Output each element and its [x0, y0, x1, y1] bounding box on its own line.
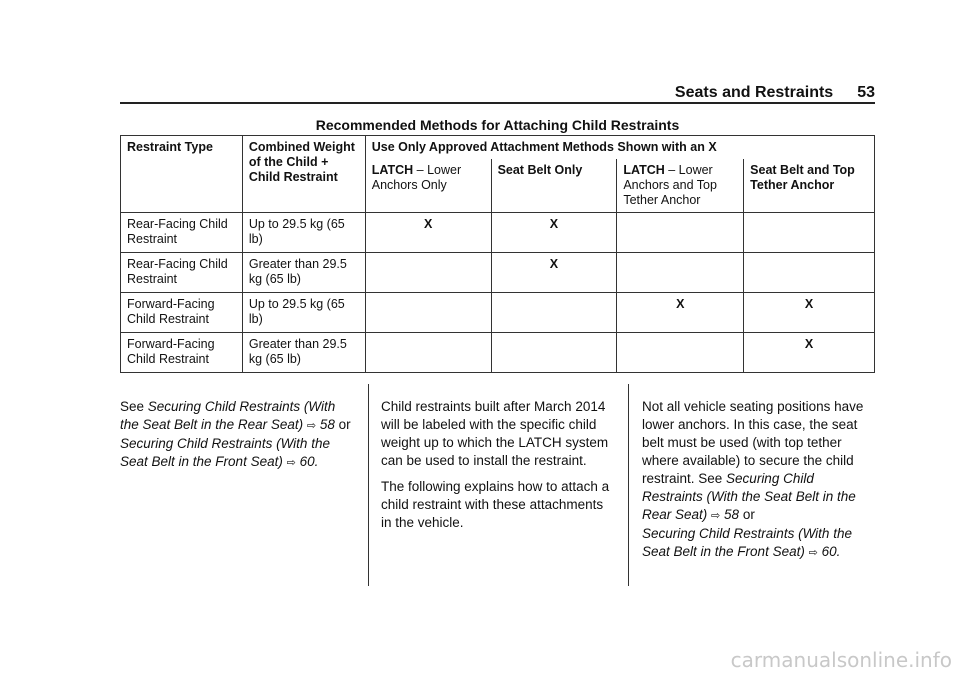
row-mark [365, 253, 491, 293]
column-divider [628, 384, 629, 586]
header-approved-methods: Use Only Approved Attachment Methods Shown with an X [365, 136, 874, 160]
column-3-text: Not all vehicle seating positions have lower anchors. In this case, the seat belt must be used (with top tether where available) to secure the child restraint. See Securing Child Restraints (With the Seat Belt in the Rear Seat) ⇨ 58 or Securing Child Restraints (With the Seat Belt in the Front Seat) ⇨ 60. [642, 399, 864, 559]
cross-reference-link[interactable]: Securing Child Restraints (With the Seat Belt in the Front Seat) [120, 436, 330, 469]
row-mark [365, 293, 491, 333]
page-ref-arrow-icon: ⇨ [711, 510, 721, 522]
page-ref[interactable]: 58 [319, 417, 335, 432]
page-header [120, 84, 875, 102]
row-mark: X [617, 293, 744, 333]
page-ref-arrow-icon: ⇨ [286, 457, 296, 469]
row-mark: X [491, 213, 617, 253]
column-1-text: See Securing Child Restraints (With the Seat Belt in the Rear Seat) ⇨ 58 or Securing Child Restraints (With the Seat Belt in the Front Seat) ⇨ 60. [120, 399, 351, 469]
row-mark: X [491, 253, 617, 293]
row-mark [617, 213, 744, 253]
row-mark: X [744, 333, 875, 373]
row-mark [744, 253, 875, 293]
header-belt-tether: Seat Belt and Top Tether Anchor [744, 159, 875, 213]
page-ref-arrow-icon: ⇨ [306, 420, 317, 432]
row-mark [491, 293, 617, 333]
page-ref[interactable]: 58 [724, 507, 740, 522]
table-header-row [121, 136, 875, 160]
row-mark [365, 333, 491, 373]
page-ref[interactable]: 60. [299, 454, 319, 469]
cross-reference-link[interactable]: Securing Child Restraints (With the Seat Belt in the Rear Seat) [120, 399, 336, 432]
paragraph: Child restraints built after March 2014 will be labeled with the specific child weight up to which the LATCH system can be used to install the restraint. [381, 399, 609, 468]
cross-reference-link[interactable]: Securing Child Restraints (With the Seat Belt in the Rear Seat) [642, 471, 856, 522]
table-row [121, 253, 875, 293]
row-weight: Up to 29.5 kg (65 lb) [242, 213, 365, 253]
row-restraint-type: Forward-Facing Child Restraint [121, 293, 243, 333]
page-ref[interactable]: 60. [821, 544, 841, 559]
row-weight: Up to 29.5 kg (65 lb) [242, 293, 365, 333]
watermark: carmanualsonline.info [730, 648, 952, 672]
header-rule [120, 102, 875, 104]
row-mark [617, 333, 744, 373]
row-mark: X [744, 293, 875, 333]
page-ref-arrow-icon: ⇨ [808, 547, 818, 559]
section-title: Seats and Restraints [674, 84, 834, 101]
paragraph: The following explains how to attach a child restraint with these attachments in the vehicle. [381, 479, 610, 530]
cross-reference-link[interactable]: Securing Child Restraints (With the Seat Belt in the Front Seat) [642, 526, 852, 559]
header-latch-tether: LATCH – Lower Anchors and Top Tether Anchor [617, 159, 744, 213]
table-row [121, 333, 875, 373]
row-mark [744, 213, 875, 253]
column-2-text [381, 398, 616, 540]
attachment-methods-table [120, 135, 875, 373]
table-row [121, 293, 875, 333]
header-latch-lower: LATCH – Lower Anchors Only [365, 159, 491, 213]
table-title: Recommended Methods for Attaching Child Restraints [315, 117, 680, 133]
row-mark [617, 253, 744, 293]
row-restraint-type: Rear-Facing Child Restraint [121, 253, 243, 293]
row-mark: X [365, 213, 491, 253]
header-combined-weight: Combined Weight of the Child + Child Restraint [242, 136, 365, 213]
header-restraint-type: Restraint Type [121, 136, 243, 213]
column-divider [368, 384, 369, 586]
row-weight: Greater than 29.5 kg (65 lb) [242, 253, 365, 293]
table-row [121, 213, 875, 253]
row-mark [491, 333, 617, 373]
row-restraint-type: Forward-Facing Child Restraint [121, 333, 243, 373]
row-restraint-type: Rear-Facing Child Restraint [121, 213, 243, 253]
row-weight: Greater than 29.5 kg (65 lb) [242, 333, 365, 373]
header-seat-belt-only: Seat Belt Only [491, 159, 617, 213]
page-number: 53 [857, 84, 875, 101]
